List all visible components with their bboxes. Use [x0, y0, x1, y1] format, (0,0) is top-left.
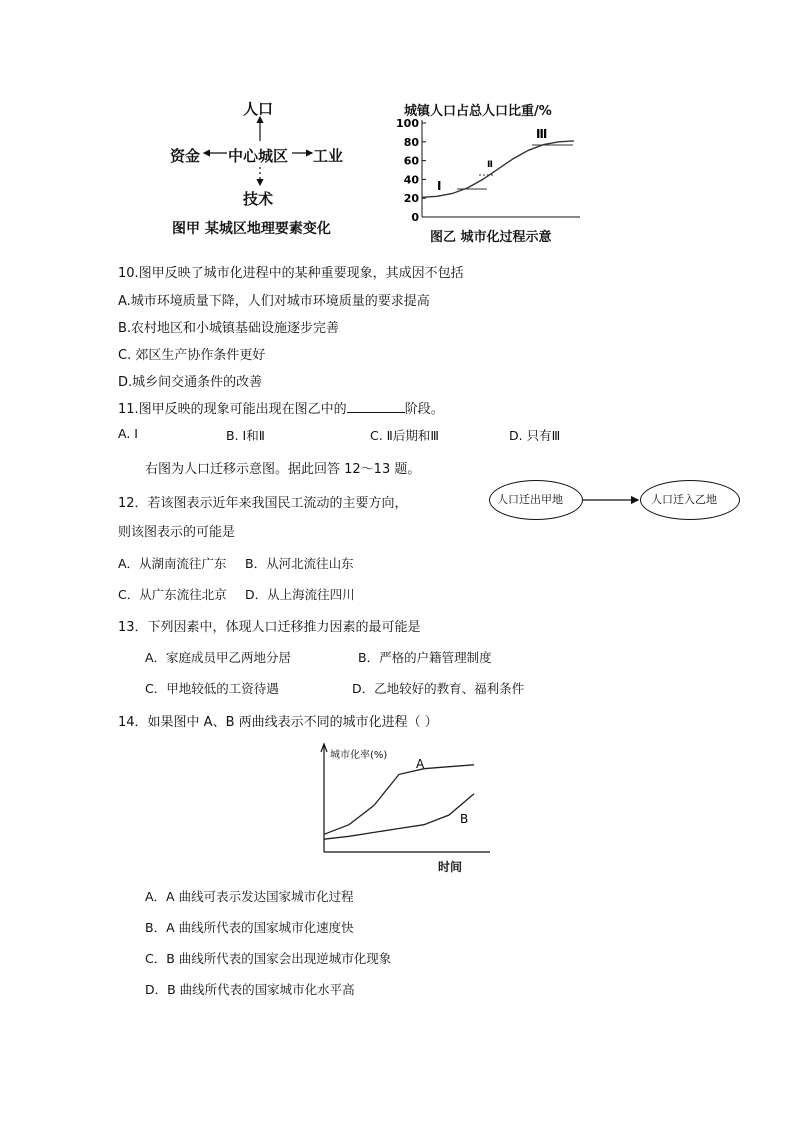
curve-b: [324, 794, 474, 839]
q10-option-b: B.农村地区和小城镇基础设施逐步完善: [118, 321, 340, 336]
stage-label-2: Ⅱ: [487, 160, 493, 170]
q13-option-b: B．严格的户籍管理制度: [358, 650, 492, 665]
y-tick-label-0: 0: [411, 211, 419, 224]
curve-a-label: A: [416, 757, 425, 771]
y-tick-label-60: 60: [403, 154, 419, 168]
figure-yi-ylabel: 城镇人口占总人口比重/%: [404, 104, 552, 119]
q11-stem-pre: 11.图甲反映的现象可能出现在图乙中的: [118, 402, 347, 417]
q14-option-b: B．A 曲线所代表的国家城市化速度快: [145, 920, 354, 935]
q14-xlabel: 时间: [438, 860, 463, 874]
q13-option-d: D．乙地较好的教育、福利条件: [352, 681, 525, 696]
figure-jia-caption: 图甲 某城区地理要素变化: [172, 221, 331, 237]
q14-ylabel: 城市化率(%): [330, 750, 388, 761]
q14-stem: 14．如果图中 A、B 两曲线表示不同的城市化进程（ ）: [118, 715, 438, 730]
origin-label: 人口迁出甲地: [497, 493, 563, 506]
q11-blank: [347, 400, 405, 413]
figure-jia-arrows: [160, 95, 360, 215]
y-tick-label-100: 100: [396, 117, 419, 130]
label-central-district: 中心城区: [228, 147, 289, 165]
figure-yi-chart: [395, 115, 585, 225]
q12-stem-2: 则该图表示的可能是: [118, 525, 236, 540]
q11-option-b: B. Ⅰ和Ⅱ: [226, 428, 265, 443]
q13-option-a: A．家庭成员甲乙两地分居: [145, 650, 292, 665]
figure-yi-caption: 图乙 城市化过程示意: [430, 230, 552, 245]
q14-option-d: D．B 曲线所代表的国家城市化水平高: [145, 982, 355, 997]
y-tick-label-40: 40: [403, 173, 419, 187]
label-technology: 技术: [243, 190, 274, 208]
q12-option-c: C．从广东流往北京: [118, 587, 227, 602]
y-tick-label-80: 80: [403, 135, 419, 149]
label-industry: 工业: [313, 147, 344, 165]
q10-stem: 10.图甲反映了城市化进程中的某种重要现象，其成因不包括: [118, 266, 464, 281]
q12-stem-1: 12．若该图表示近年来我国民工流动的主要方向，: [118, 496, 408, 511]
curve-a: [324, 765, 474, 835]
q14-chart: [310, 740, 500, 860]
intro-12-13: 右图为人口迁移示意图。据此回答 12～13 题。: [145, 462, 421, 477]
q10-option-c: C. 郊区生产协作条件更好: [118, 348, 266, 363]
q12-option-d: D．从上海流往四川: [245, 587, 355, 602]
label-capital: 资金: [170, 147, 201, 165]
stage-label-3: Ⅲ: [536, 127, 548, 141]
destination-label: 人口迁入乙地: [651, 493, 717, 506]
q11-stem-post: 阶段。: [404, 402, 444, 417]
q11-stem: [118, 398, 444, 417]
q13-stem: 13．下列因素中，体现人口迁移推力因素的最可能是: [118, 620, 421, 635]
q13-option-c: C．甲地较低的工资待遇: [145, 681, 279, 696]
q10-option-d: D.城乡间交通条件的改善: [118, 375, 263, 390]
q11-option-a: A. Ⅰ: [118, 426, 138, 441]
y-tick-label-20: 20: [403, 192, 419, 206]
stage-label-1: Ⅰ: [437, 179, 442, 193]
q11-option-c: C. Ⅱ后期和Ⅲ: [370, 428, 439, 443]
migration-arrow: [580, 490, 644, 510]
q12-option-a: A．从湖南流往广东: [118, 556, 227, 571]
q11-option-d: D. 只有Ⅲ: [509, 428, 561, 443]
urbanization-curve: [422, 141, 574, 197]
q14-option-a: A．A 曲线可表示发达国家城市化过程: [145, 889, 354, 904]
q12-option-b: B．从河北流往山东: [245, 556, 354, 571]
q14-option-c: C．B 曲线所代表的国家会出现逆城市化现象: [145, 951, 392, 966]
label-population: 人口: [243, 100, 274, 118]
curve-b-label: B: [460, 812, 469, 826]
q10-option-a: A.城市环境质量下降，人们对城市环境质量的要求提高: [118, 294, 430, 309]
